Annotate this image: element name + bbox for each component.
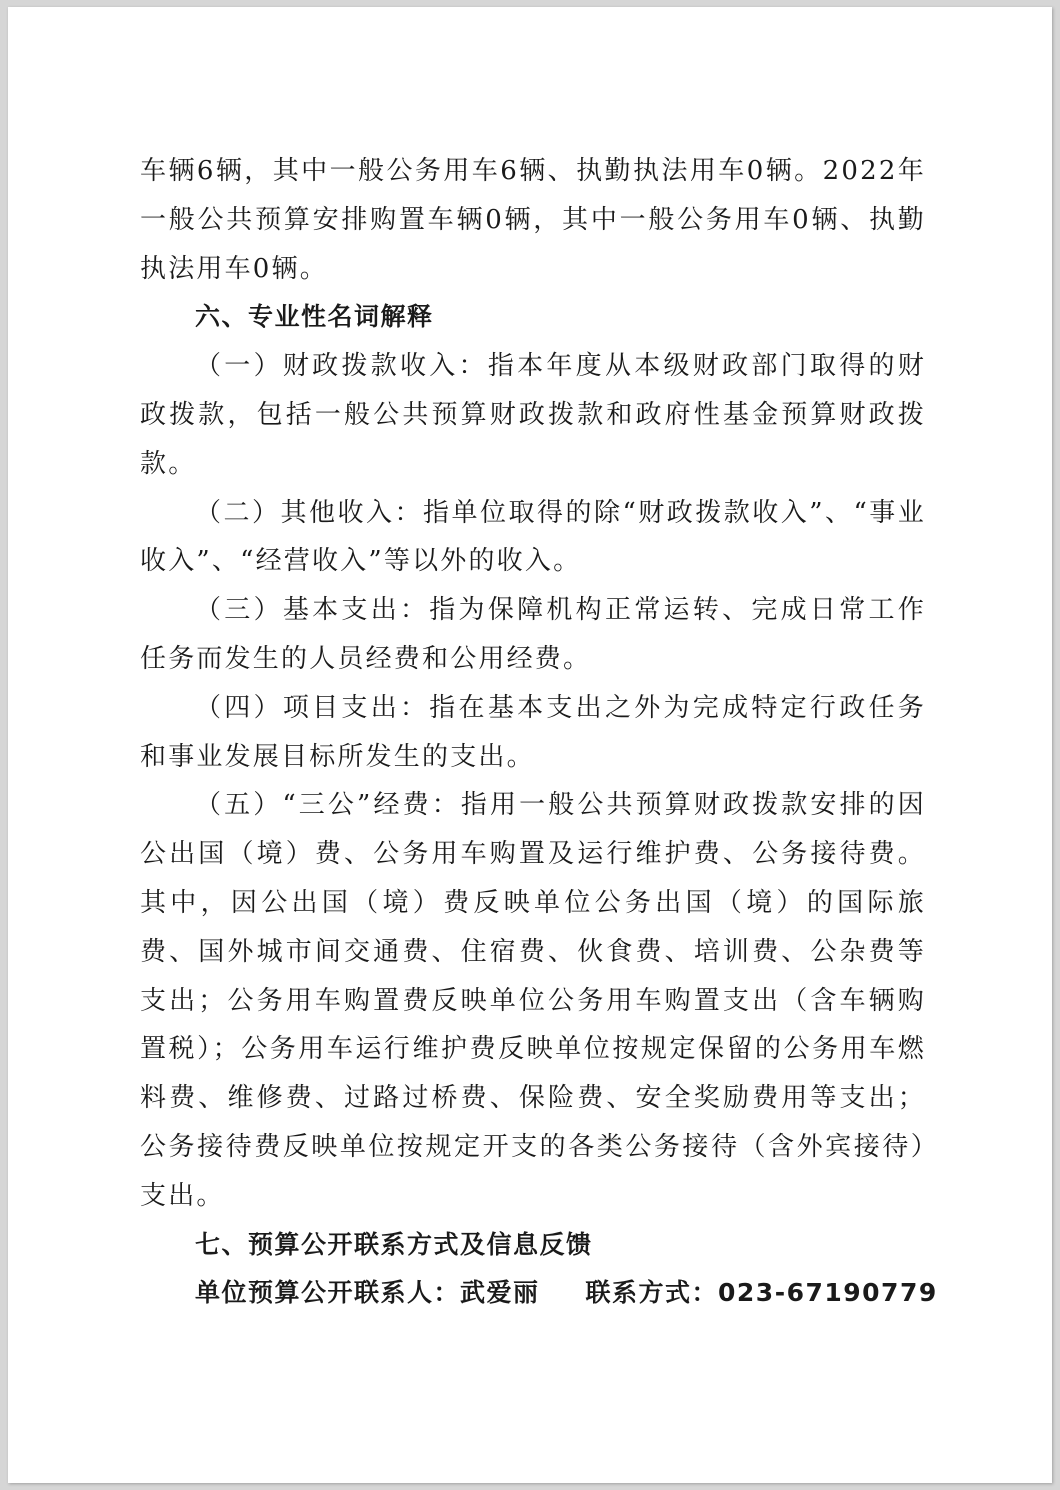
contact-phone: 联系方式：023-67190779 xyxy=(585,1278,938,1308)
paragraph-term-basic-expenditure: （三）基本支出：指为保障机构正常运转、完成日常工作任务而发生的人员经费和公用经费。 xyxy=(140,595,926,674)
contact-person: 单位预算公开联系人：武爱丽 xyxy=(195,1278,540,1308)
document-page xyxy=(8,7,1052,1483)
paragraph-term-other-income: （二）其他收入：指单位取得的除“财政拨款收入”、“事业收入”、“经营收入”等以外的收入。 xyxy=(140,497,926,577)
contact-line xyxy=(140,1269,938,1318)
section-heading-contact: 七、预算公开联系方式及信息反馈 xyxy=(195,1229,593,1259)
paragraph-term-three-public: （五）“三公”经费：指用一般公共预算财政拨款安排的因公出国（境）费、公务用车购置及运行维护费、公务接待费。其中，因公出国（境）费反映单位公务出国（境）的国际旅费、国外城市间交通费、住宿费、伙食费、培训费、公杂费等支出；公务用车购置费反映单位公务用车购置支出（含车辆购置税）；公务用车运行维护费反映单位按规定保留的公务用车燃料费、维修费、过路过桥费、保险费、安全奖励费用等支出；公务接待费反映单位按规定开支的各类公务接待（含外宾接待）支出。 xyxy=(140,790,926,1211)
document-body xyxy=(140,147,938,1318)
section-heading-terms: 六、专业性名词解释 xyxy=(195,302,434,332)
paragraph-vehicles: 车辆6辆，其中一般公务用车6辆、执勤执法用车0辆。2022年一般公共预算安排购置车辆0辆，其中一般公务用车0辆、执勤执法用车0辆。 xyxy=(140,156,926,284)
paragraph-term-project-expenditure: （四）项目支出：指在基本支出之外为完成特定行政任务和事业发展目标所发生的支出。 xyxy=(140,692,926,772)
paragraph-term-fiscal-income: （一）财政拨款收入：指本年度从本级财政部门取得的财政拨款，包括一般公共预算财政拨款和政府性基金预算财政拨款。 xyxy=(140,351,926,479)
